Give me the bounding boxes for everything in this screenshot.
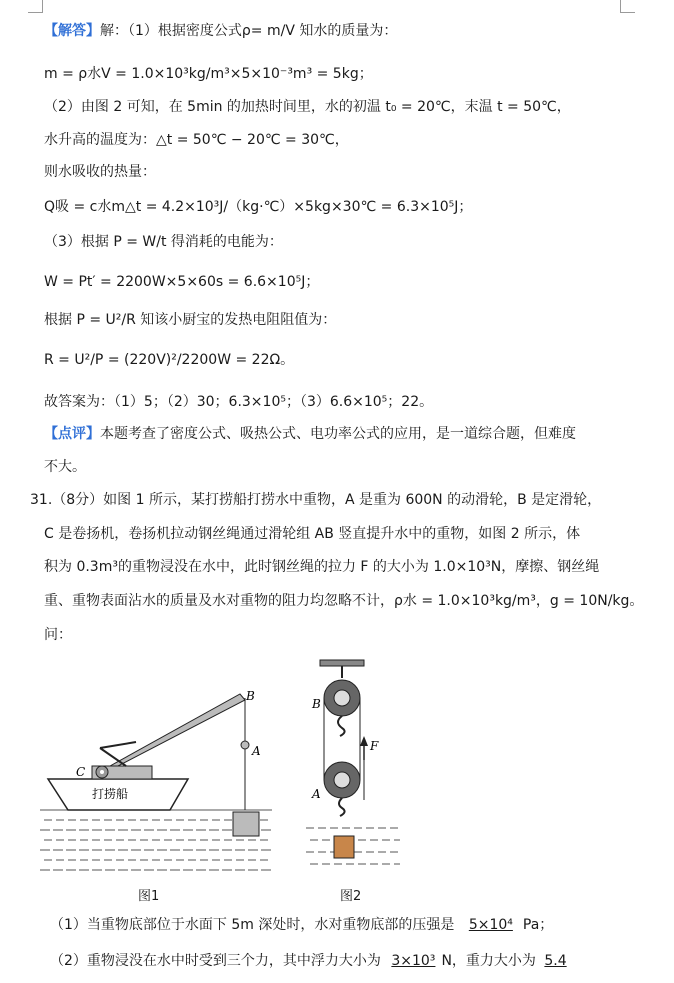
- answer-blank-1: 5×10⁴: [468, 917, 513, 933]
- answer-blank-2: 3×10³: [391, 953, 436, 969]
- answer-line-7: （3）根据 P = W/t 得消耗的电能为：: [44, 234, 283, 250]
- sub-question-2: （2）重物浸没在水中时受到三个力，其中浮力大小为 3×10³ N，重力大小为 5.4: [50, 951, 571, 971]
- figure-1-diagram: [40, 680, 280, 900]
- question-line-5: 问：: [44, 627, 72, 643]
- fig2-label-f: F: [370, 739, 379, 753]
- fig2-label-a: A: [312, 787, 321, 801]
- answer-line-1: 【解答】解：（1）根据密度公式ρ= m/V 知水的质量为：: [44, 23, 398, 39]
- figure-2-diagram: [300, 650, 410, 880]
- fig2-label-b: B: [312, 697, 321, 711]
- fig1-label-c: C: [76, 765, 86, 779]
- figure-1-caption: 图1: [138, 889, 160, 904]
- answer-line-11: 故答案为：（1）5；（2）30；6.3×10⁵；（3）6.6×10⁵；22。: [44, 394, 434, 410]
- answer-line-6: Q吸 = c水m△t = 4.2×10³J/（kg·℃）×5kg×30℃ = 6.3×10⁵J；: [44, 199, 473, 215]
- answer-line-8: W = Pt′ = 2200W×5×60s = 6.6×10⁵J；: [44, 274, 320, 290]
- ship-label: 打捞船: [92, 787, 129, 801]
- question-line-4: 重、重物表面沾水的质量及水对重物的阻力均忽略不计，ρ水 = 1.0×10³kg/m³，g = 10N/kg。: [44, 593, 644, 609]
- answer-blank-3: 5.4: [544, 953, 567, 969]
- figure-2-caption: 图2: [340, 889, 362, 904]
- question-line-2: C 是卷扬机，卷扬机拉动钢丝绳通过滑轮组 AB 竖直提升水中的重物，如图 2 所示，体: [44, 526, 581, 542]
- fig1-label-b: B: [246, 689, 255, 703]
- sub-question-1: （1）当重物底部位于水面下 5m 深处时，水对重物底部的压强是 5×10⁴ Pa；: [50, 917, 554, 933]
- question-line-1: 31.（8分）如图 1 所示，某打捞船打捞水中重物，A 是重为 600N 的动滑轮，B 是定滑轮，: [30, 492, 602, 508]
- answer-line-2: m = ρ水V = 1.0×10³kg/m³×5×10⁻³m³ = 5kg；: [44, 66, 373, 82]
- answer-line-10: R = U²/P = (220V)²/2200W = 22Ω。: [44, 352, 295, 368]
- comment-line-2: 不大。: [44, 459, 86, 475]
- answer-line-4: 水升高的温度为：△t = 50℃ − 20℃ = 30℃，: [44, 132, 349, 148]
- answer-line-5: 则水吸收的热量：: [44, 164, 156, 180]
- comment-line-1: 【点评】本题考查了密度公式、吸热公式、电功率公式的应用，是一道综合题，但难度: [44, 426, 576, 442]
- answer-line-9: 根据 P = U²/R 知该小厨宝的发热电阻阻值为：: [44, 312, 337, 328]
- answer-line-3: （2）由图 2 可知，在 5min 的加热时间里，水的初温 t₀ = 20℃，末温 t = 50℃，: [44, 99, 571, 115]
- fig1-label-a: A: [252, 744, 261, 758]
- question-line-3: 积为 0.3m³的重物浸没在水中，此时钢丝绳的拉力 F 的大小为 1.0×10³N，摩擦、钢丝绳: [44, 559, 600, 575]
